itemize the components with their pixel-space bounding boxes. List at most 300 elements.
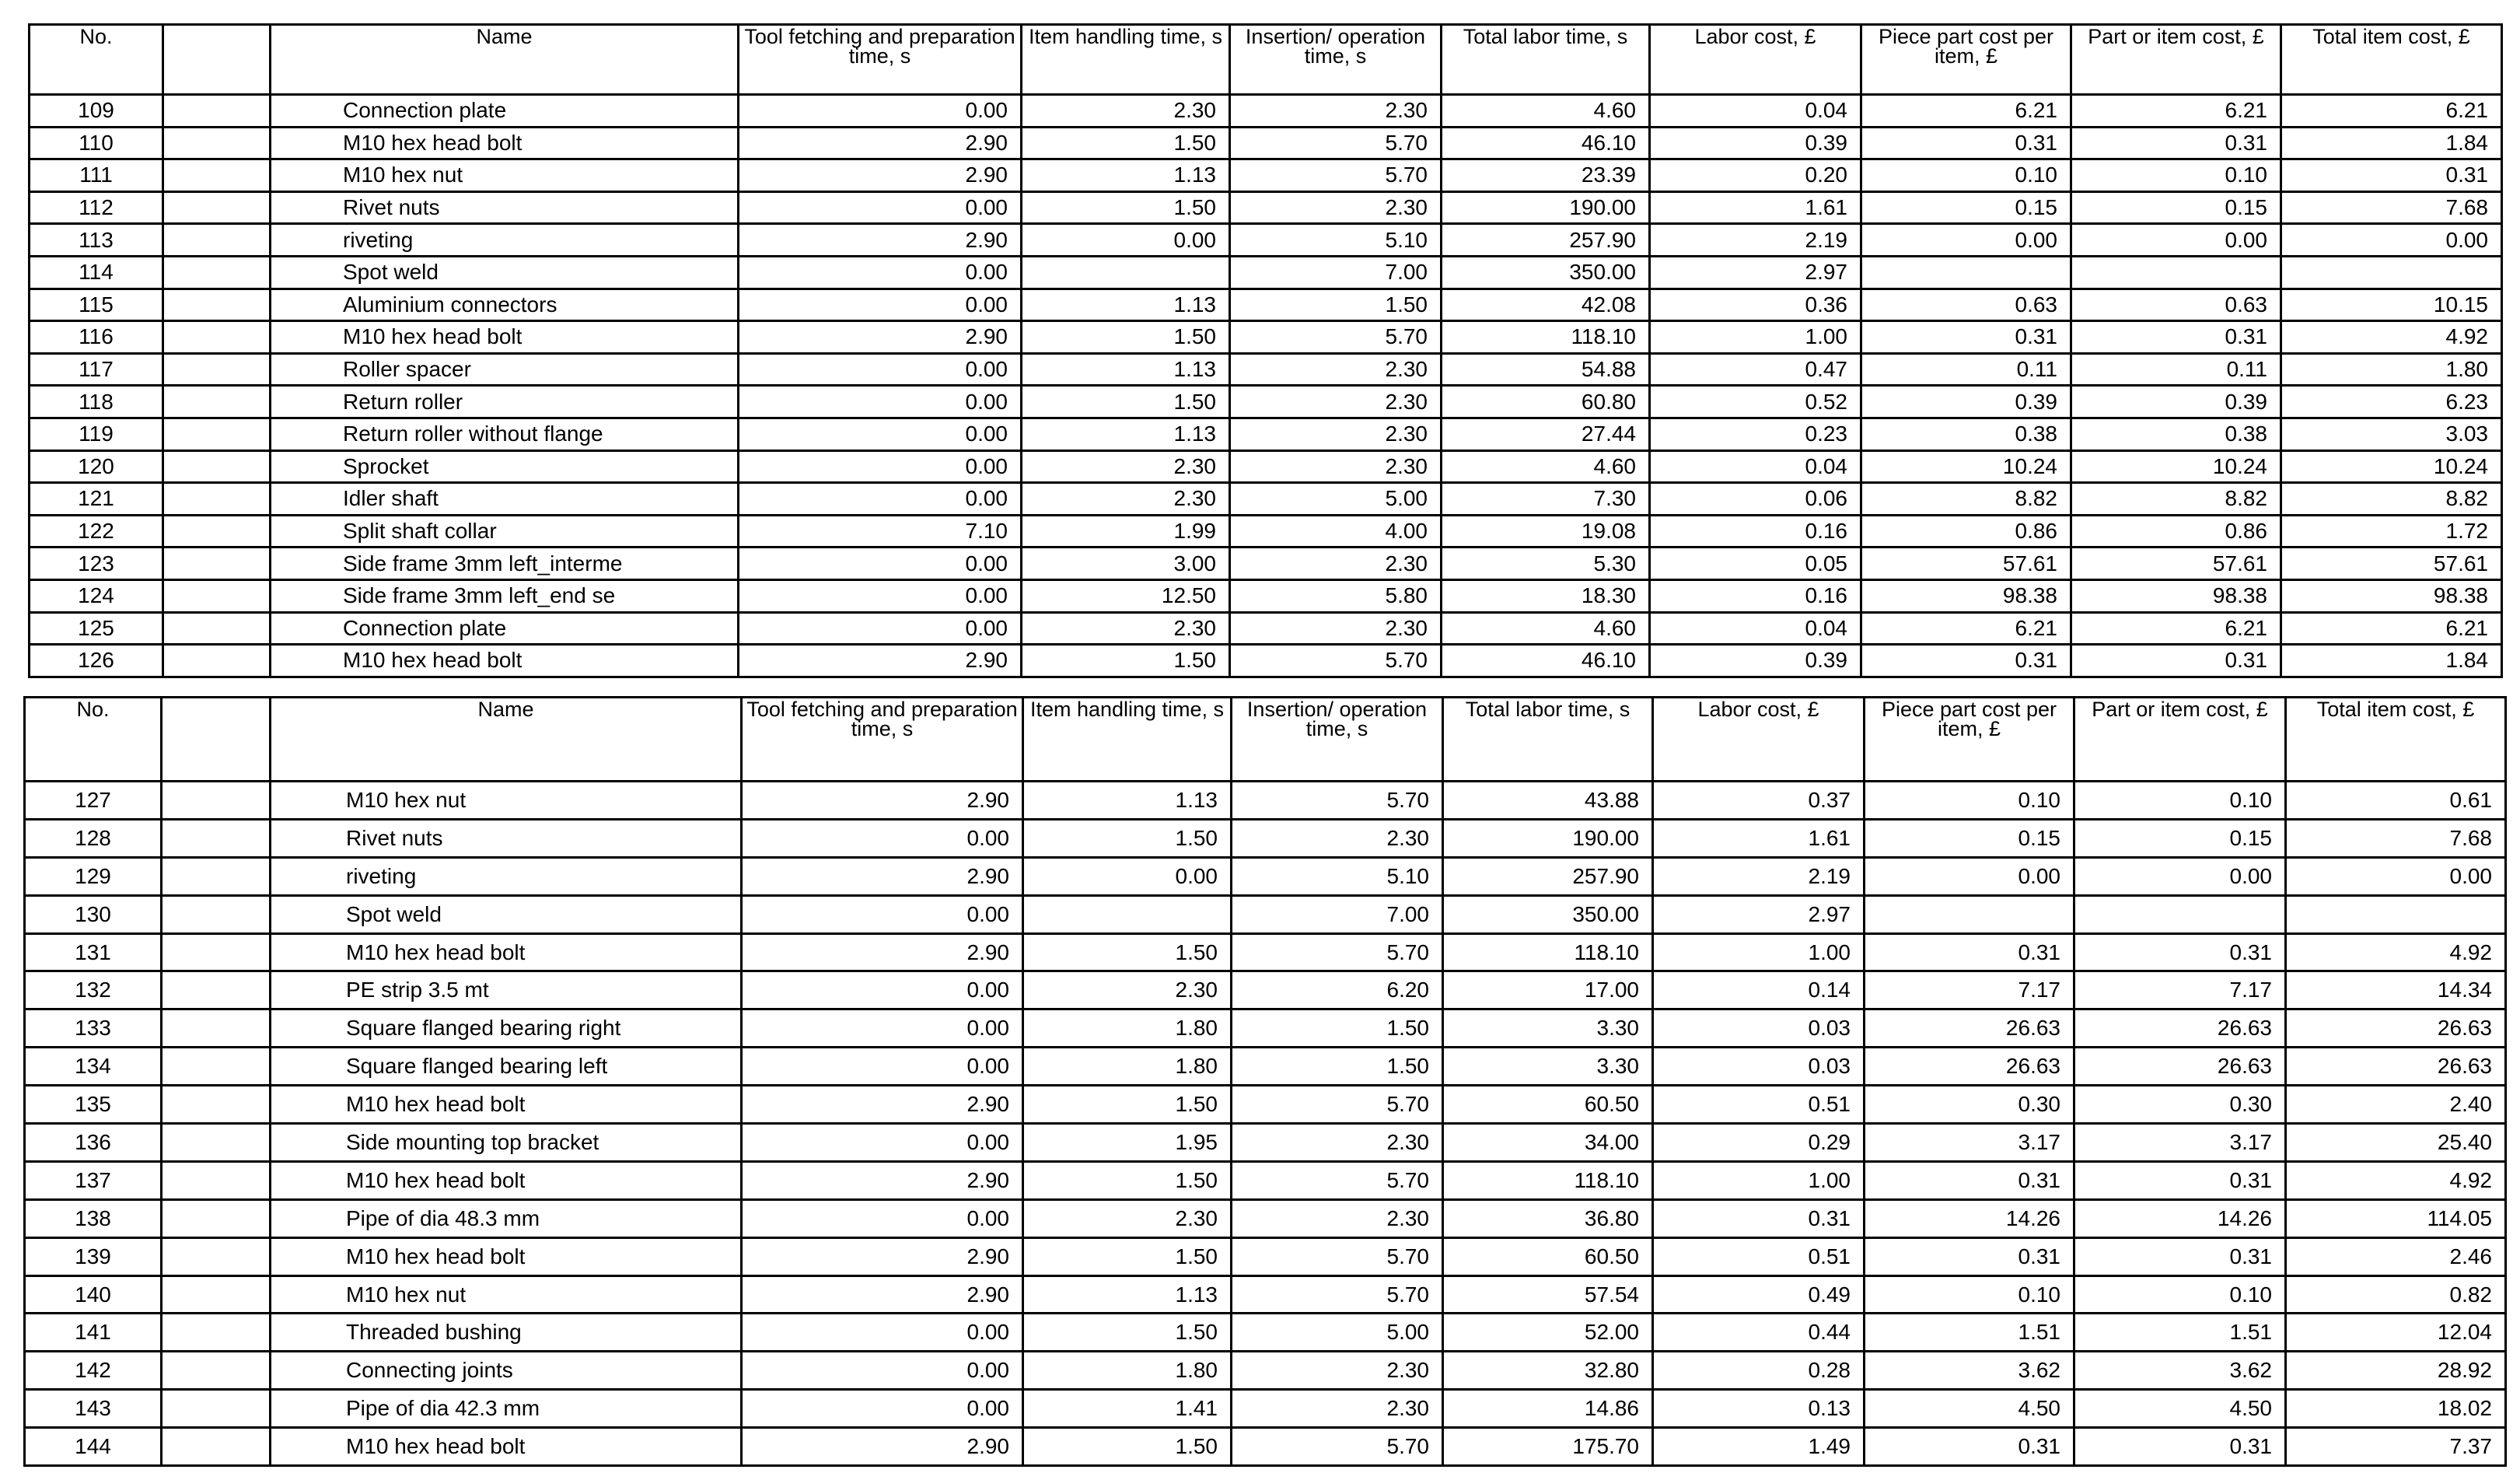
- col-total-labor-cell: 4.60: [1442, 95, 1650, 128]
- col-piece-cost-cell: 0.15: [1861, 191, 2071, 224]
- col-tool-fetching-cell: 2.90: [742, 1275, 1023, 1314]
- col-part-cost-header: Part or item cost, £: [2071, 25, 2281, 95]
- col-tool-fetching-cell: 2.90: [739, 159, 1022, 192]
- col-part-cost-cell: 0.31: [2074, 1237, 2286, 1275]
- col-tool-fetching-cell: 2.90: [739, 224, 1022, 257]
- col-insertion-cell: 2.30: [1230, 612, 1442, 645]
- col-total-labor-cell: 46.10: [1442, 645, 1650, 677]
- col-piece-cost-cell: 0.10: [1861, 159, 2071, 192]
- col-no-cell: 137: [25, 1161, 162, 1199]
- col-insertion-header: Insertion/ operation time, s: [1230, 25, 1442, 95]
- col-total-item-cost-cell: 14.34: [2286, 971, 2506, 1009]
- col-piece-cost-cell: 98.38: [1861, 579, 2071, 612]
- col-blank-cell: [163, 548, 271, 580]
- col-tool-fetching-cell: 0.00: [742, 1124, 1023, 1162]
- col-labor-cost-cell: 0.05: [1650, 548, 1861, 580]
- col-blank-cell: [163, 483, 271, 516]
- col-total-item-cost-cell: 1.80: [2281, 353, 2502, 386]
- table-row: [25, 933, 2506, 971]
- col-item-handling-cell: 2.30: [1023, 1199, 1232, 1237]
- col-blank-cell: [162, 1161, 271, 1199]
- table-row: [25, 1314, 2506, 1352]
- col-name-cell: Connection plate: [271, 612, 739, 645]
- col-insertion-cell: 5.10: [1232, 857, 1443, 895]
- table-row: [25, 1237, 2506, 1275]
- table-body: [30, 95, 2502, 677]
- col-total-item-cost-cell: 6.21: [2281, 612, 2502, 645]
- col-total-labor-header: Total labor time, s: [1442, 25, 1650, 95]
- col-name-cell: Side frame 3mm left_interme: [271, 548, 739, 580]
- col-tool-fetching-cell: 0.00: [742, 819, 1023, 857]
- col-labor-cost-cell: 2.97: [1650, 256, 1861, 289]
- col-total-labor-cell: 42.08: [1442, 289, 1650, 321]
- col-total-item-cost-cell: 0.00: [2286, 857, 2506, 895]
- col-insertion-cell: 5.70: [1230, 127, 1442, 159]
- col-total-labor-cell: 257.90: [1442, 224, 1650, 257]
- col-piece-cost-cell: 0.31: [1861, 645, 2071, 677]
- col-total-labor-cell: 60.50: [1443, 1237, 1653, 1275]
- col-no-cell: 138: [25, 1199, 162, 1237]
- col-blank-cell: [163, 159, 271, 192]
- col-total-labor-cell: 17.00: [1443, 971, 1653, 1009]
- col-tool-fetching-cell: 7.10: [739, 515, 1022, 548]
- col-piece-cost-cell: 26.63: [1865, 1009, 2074, 1048]
- col-labor-cost-cell: 0.47: [1650, 353, 1861, 386]
- col-part-cost-cell: 0.30: [2074, 1086, 2286, 1124]
- col-labor-cost-cell: 0.06: [1650, 483, 1861, 516]
- col-no-cell: 112: [30, 191, 163, 224]
- col-blank-cell: [163, 515, 271, 548]
- col-labor-cost-cell: 0.04: [1650, 612, 1861, 645]
- col-total-item-cost-cell: 2.46: [2286, 1237, 2506, 1275]
- col-tool-fetching-cell: 0.00: [739, 386, 1022, 418]
- col-insertion-cell: 2.30: [1232, 1352, 1443, 1390]
- col-name-cell: riveting: [271, 857, 742, 895]
- col-total-labor-cell: 32.80: [1443, 1352, 1653, 1390]
- col-piece-cost-cell: 0.38: [1861, 418, 2071, 450]
- col-tool-fetching-cell: 0.00: [742, 1199, 1023, 1237]
- col-total-item-cost-cell: 114.05: [2286, 1199, 2506, 1237]
- col-labor-cost-cell: 0.52: [1650, 386, 1861, 418]
- col-tool-fetching-cell: 0.00: [739, 450, 1022, 483]
- col-name-cell: Rivet nuts: [271, 819, 742, 857]
- col-insertion-cell: 1.50: [1232, 1048, 1443, 1086]
- col-blank-cell: [162, 1428, 271, 1466]
- col-no-cell: 132: [25, 971, 162, 1009]
- col-blank-cell: [163, 386, 271, 418]
- col-labor-cost-cell: 1.61: [1653, 819, 1865, 857]
- col-part-cost-cell: 0.10: [2074, 782, 2286, 820]
- col-blank-cell: [162, 1199, 271, 1237]
- col-blank-cell: [162, 1275, 271, 1314]
- col-tool-fetching-cell: 0.00: [742, 1009, 1023, 1048]
- col-tool-fetching-cell: 0.00: [739, 483, 1022, 516]
- col-insertion-cell: 5.80: [1230, 579, 1442, 612]
- col-total-item-cost-cell: 7.37: [2286, 1428, 2506, 1466]
- col-total-labor-cell: 43.88: [1443, 782, 1653, 820]
- col-labor-cost-cell: 0.31: [1653, 1199, 1865, 1237]
- col-total-item-cost-cell: [2281, 256, 2502, 289]
- col-item-handling-cell: 0.00: [1023, 857, 1232, 895]
- col-item-handling-header: Item handling time, s: [1023, 698, 1232, 782]
- col-name-cell: M10 hex head bolt: [271, 645, 739, 677]
- table-row: [25, 819, 2506, 857]
- col-item-handling-cell: 1.80: [1023, 1009, 1232, 1048]
- col-insertion-cell: 2.30: [1230, 548, 1442, 580]
- col-piece-cost-cell: 7.17: [1865, 971, 2074, 1009]
- col-blank-cell: [162, 1352, 271, 1390]
- col-tool-fetching-cell: 0.00: [742, 1352, 1023, 1390]
- col-part-cost-cell: 0.86: [2071, 515, 2281, 548]
- col-tool-fetching-cell: 2.90: [739, 321, 1022, 354]
- col-tool-fetching-cell: 2.90: [742, 1237, 1023, 1275]
- col-name-cell: Square flanged bearing left: [271, 1048, 742, 1086]
- col-piece-cost-cell: 26.63: [1865, 1048, 2074, 1086]
- col-insertion-cell: 2.30: [1230, 418, 1442, 450]
- col-insertion-cell: 5.70: [1230, 321, 1442, 354]
- col-no-cell: 142: [25, 1352, 162, 1390]
- col-name-cell: Square flanged bearing right: [271, 1009, 742, 1048]
- col-insertion-cell: 7.00: [1230, 256, 1442, 289]
- col-insertion-cell: 2.30: [1232, 1124, 1443, 1162]
- col-part-cost-cell: 4.50: [2074, 1390, 2286, 1428]
- col-tool-fetching-cell: 0.00: [739, 418, 1022, 450]
- col-piece-cost-cell: 8.82: [1861, 483, 2071, 516]
- col-insertion-cell: 5.70: [1232, 1428, 1443, 1466]
- col-item-handling-cell: 1.13: [1022, 353, 1230, 386]
- col-labor-cost-cell: 0.37: [1653, 782, 1865, 820]
- col-piece-cost-cell: 14.26: [1865, 1199, 2074, 1237]
- col-piece-cost-cell: 0.00: [1865, 857, 2074, 895]
- col-no-header: No.: [30, 25, 163, 95]
- col-name-cell: Spot weld: [271, 256, 739, 289]
- col-total-item-cost-cell: 26.63: [2286, 1048, 2506, 1086]
- col-name-cell: Idler shaft: [271, 483, 739, 516]
- col-part-cost-cell: 0.10: [2071, 159, 2281, 192]
- table-row: [25, 1048, 2506, 1086]
- col-labor-cost-cell: 0.13: [1653, 1390, 1865, 1428]
- col-piece-cost-cell: 0.86: [1861, 515, 2071, 548]
- col-tool-fetching-cell: 0.00: [739, 612, 1022, 645]
- col-item-handling-cell: 1.50: [1023, 1428, 1232, 1466]
- col-total-labor-cell: 350.00: [1442, 256, 1650, 289]
- col-total-item-cost-cell: 7.68: [2286, 819, 2506, 857]
- col-labor-cost-cell: 0.23: [1650, 418, 1861, 450]
- col-item-handling-cell: 2.30: [1022, 450, 1230, 483]
- col-name-cell: M10 hex head bolt: [271, 1086, 742, 1124]
- table-row: [25, 782, 2506, 820]
- col-blank-cell: [162, 1237, 271, 1275]
- col-labor-cost-cell: 0.03: [1653, 1009, 1865, 1048]
- table-row: [30, 645, 2502, 677]
- table-row: [25, 1161, 2506, 1199]
- table-row: [25, 1086, 2506, 1124]
- col-no-cell: 123: [30, 548, 163, 580]
- col-part-cost-cell: 6.21: [2071, 612, 2281, 645]
- col-labor-cost-header: Labor cost, £: [1650, 25, 1861, 95]
- col-no-cell: 110: [30, 127, 163, 159]
- col-piece-cost-cell: 1.51: [1865, 1314, 2074, 1352]
- col-piece-cost-cell: 0.10: [1865, 782, 2074, 820]
- col-labor-cost-cell: 0.04: [1650, 95, 1861, 128]
- col-no-header: No.: [25, 698, 162, 782]
- col-insertion-cell: 5.70: [1230, 645, 1442, 677]
- col-total-item-cost-cell: 2.40: [2286, 1086, 2506, 1124]
- col-labor-cost-cell: 0.28: [1653, 1352, 1865, 1390]
- col-item-handling-cell: 1.50: [1022, 321, 1230, 354]
- table-row: [25, 1428, 2506, 1466]
- col-total-labor-cell: 118.10: [1443, 933, 1653, 971]
- col-name-cell: Threaded bushing: [271, 1314, 742, 1352]
- col-total-item-cost-cell: 6.23: [2281, 386, 2502, 418]
- col-name-cell: Pipe of dia 48.3 mm: [271, 1199, 742, 1237]
- col-blank-cell: [163, 612, 271, 645]
- col-insertion-cell: 2.30: [1230, 95, 1442, 128]
- col-no-cell: 119: [30, 418, 163, 450]
- col-insertion-cell: 2.30: [1232, 819, 1443, 857]
- col-piece-cost-cell: 0.31: [1865, 1428, 2074, 1466]
- col-name-cell: M10 hex head bolt: [271, 1161, 742, 1199]
- col-piece-cost-cell: 0.00: [1861, 224, 2071, 257]
- col-tool-fetching-cell: 2.90: [739, 645, 1022, 677]
- header-row: [30, 25, 2502, 95]
- col-part-cost-cell: 98.38: [2071, 579, 2281, 612]
- col-no-cell: 125: [30, 612, 163, 645]
- col-name-cell: Side frame 3mm left_end se: [271, 579, 739, 612]
- col-piece-cost-cell: 6.21: [1861, 612, 2071, 645]
- col-tool-fetching-cell: 2.90: [739, 127, 1022, 159]
- col-name-cell: riveting: [271, 224, 739, 257]
- col-piece-cost-cell: 0.15: [1865, 819, 2074, 857]
- col-part-cost-cell: 3.17: [2074, 1124, 2286, 1162]
- col-total-item-cost-cell: 28.92: [2286, 1352, 2506, 1390]
- col-insertion-cell: 5.00: [1230, 483, 1442, 516]
- col-labor-cost-cell: 0.29: [1653, 1124, 1865, 1162]
- col-total-item-cost-cell: 10.15: [2281, 289, 2502, 321]
- col-blank-cell: [163, 95, 271, 128]
- col-total-labor-cell: 350.00: [1443, 895, 1653, 933]
- table-row: [25, 895, 2506, 933]
- col-no-cell: 122: [30, 515, 163, 548]
- col-part-cost-cell: 0.31: [2071, 321, 2281, 354]
- col-total-labor-cell: 54.88: [1442, 353, 1650, 386]
- col-total-labor-cell: 4.60: [1442, 612, 1650, 645]
- col-part-cost-cell: 6.21: [2071, 95, 2281, 128]
- col-labor-cost-cell: 0.39: [1650, 127, 1861, 159]
- table-row: [25, 1124, 2506, 1162]
- col-name-cell: Roller spacer: [271, 353, 739, 386]
- col-piece-cost-cell: 4.50: [1865, 1390, 2074, 1428]
- col-part-cost-cell: 0.38: [2071, 418, 2281, 450]
- col-labor-cost-cell: 1.61: [1650, 191, 1861, 224]
- col-item-handling-cell: 1.50: [1022, 386, 1230, 418]
- col-total-labor-cell: 34.00: [1443, 1124, 1653, 1162]
- col-part-cost-cell: 0.00: [2071, 224, 2281, 257]
- col-name-cell: Rivet nuts: [271, 191, 739, 224]
- col-tool-fetching-cell: 0.00: [739, 353, 1022, 386]
- col-item-handling-cell: 1.41: [1023, 1390, 1232, 1428]
- col-tool-fetching-cell: 0.00: [742, 895, 1023, 933]
- col-blank-cell: [163, 256, 271, 289]
- col-name-cell: Connecting joints: [271, 1352, 742, 1390]
- col-total-item-cost-cell: 25.40: [2286, 1124, 2506, 1162]
- col-no-cell: 120: [30, 450, 163, 483]
- col-piece-cost-cell: 0.39: [1861, 386, 2071, 418]
- col-tool-fetching-cell: 0.00: [739, 548, 1022, 580]
- col-part-cost-cell: 0.15: [2071, 191, 2281, 224]
- col-labor-cost-cell: 2.19: [1653, 857, 1865, 895]
- col-name-cell: M10 hex head bolt: [271, 321, 739, 354]
- col-total-item-cost-header: Total item cost, £: [2281, 25, 2502, 95]
- col-tool-fetching-cell: 0.00: [742, 1048, 1023, 1086]
- col-total-labor-cell: 46.10: [1442, 127, 1650, 159]
- col-blank-cell: [163, 353, 271, 386]
- col-blank-cell: [162, 895, 271, 933]
- col-item-handling-cell: [1023, 895, 1232, 933]
- col-total-labor-cell: 5.30: [1442, 548, 1650, 580]
- col-total-item-cost-cell: [2286, 895, 2506, 933]
- col-tool-fetching-header: Tool fetching and preparation time, s: [742, 698, 1023, 782]
- col-item-handling-cell: 1.50: [1022, 645, 1230, 677]
- col-part-cost-cell: 26.63: [2074, 1048, 2286, 1086]
- col-blank-cell: [163, 645, 271, 677]
- col-tool-fetching-cell: 2.90: [742, 1086, 1023, 1124]
- col-part-cost-cell: 0.31: [2074, 1428, 2286, 1466]
- col-item-handling-cell: 2.30: [1022, 95, 1230, 128]
- col-part-cost-cell: 0.10: [2074, 1275, 2286, 1314]
- col-total-item-cost-cell: 6.21: [2281, 95, 2502, 128]
- col-name-cell: Sprocket: [271, 450, 739, 483]
- col-total-item-cost-cell: 4.92: [2286, 1161, 2506, 1199]
- col-item-handling-cell: 1.50: [1023, 1161, 1232, 1199]
- col-part-cost-cell: [2071, 256, 2281, 289]
- col-labor-cost-cell: 0.51: [1653, 1237, 1865, 1275]
- col-insertion-cell: 5.70: [1232, 933, 1443, 971]
- col-no-cell: 114: [30, 256, 163, 289]
- col-piece-cost-cell: 0.30: [1865, 1086, 2074, 1124]
- col-blank-cell: [162, 1009, 271, 1048]
- col-item-handling-cell: 1.80: [1023, 1352, 1232, 1390]
- table-body: [25, 782, 2506, 1466]
- col-total-labor-cell: 3.30: [1443, 1009, 1653, 1048]
- table-row: [25, 1390, 2506, 1428]
- col-tool-fetching-cell: 0.00: [739, 256, 1022, 289]
- table-row: [30, 289, 2502, 321]
- col-item-handling-cell: 2.30: [1023, 971, 1232, 1009]
- col-piece-cost-cell: 0.31: [1865, 933, 2074, 971]
- col-insertion-cell: 2.30: [1230, 353, 1442, 386]
- col-name-cell: M10 hex head bolt: [271, 127, 739, 159]
- col-insertion-cell: 6.20: [1232, 971, 1443, 1009]
- col-item-handling-cell: 1.50: [1023, 933, 1232, 971]
- col-insertion-cell: 2.30: [1232, 1390, 1443, 1428]
- col-insertion-cell: 5.70: [1232, 1237, 1443, 1275]
- table-row: [30, 224, 2502, 257]
- col-tool-fetching-cell: 2.90: [742, 782, 1023, 820]
- col-name-cell: M10 hex head bolt: [271, 933, 742, 971]
- table-row: [30, 483, 2502, 516]
- col-name-cell: M10 hex head bolt: [271, 1428, 742, 1466]
- col-no-cell: 116: [30, 321, 163, 354]
- col-total-item-cost-cell: 1.72: [2281, 515, 2502, 548]
- table-row: [30, 450, 2502, 483]
- col-total-item-cost-cell: 1.84: [2281, 645, 2502, 677]
- col-blank-cell: [163, 321, 271, 354]
- col-total-labor-cell: 175.70: [1443, 1428, 1653, 1466]
- col-tool-fetching-cell: 0.00: [739, 289, 1022, 321]
- col-insertion-cell: 1.50: [1232, 1009, 1443, 1048]
- table-row: [30, 548, 2502, 580]
- col-piece-cost-header: Piece part cost per item, £: [1861, 25, 2071, 95]
- col-no-cell: 121: [30, 483, 163, 516]
- table-row: [30, 386, 2502, 418]
- col-total-item-cost-cell: 3.03: [2281, 418, 2502, 450]
- col-total-labor-cell: 3.30: [1443, 1048, 1653, 1086]
- col-name-cell: Aluminium connectors: [271, 289, 739, 321]
- col-item-handling-cell: 3.00: [1022, 548, 1230, 580]
- col-blank-cell: [162, 971, 271, 1009]
- col-name-cell: Side mounting top bracket: [271, 1124, 742, 1162]
- col-total-item-cost-cell: 98.38: [2281, 579, 2502, 612]
- col-part-cost-cell: 57.61: [2071, 548, 2281, 580]
- col-name-cell: M10 hex nut: [271, 782, 742, 820]
- col-total-labor-cell: 19.08: [1442, 515, 1650, 548]
- col-no-cell: 136: [25, 1124, 162, 1162]
- col-insertion-cell: 4.00: [1230, 515, 1442, 548]
- col-total-item-cost-cell: 8.82: [2281, 483, 2502, 516]
- col-blank-cell: [162, 1124, 271, 1162]
- col-part-cost-cell: 0.63: [2071, 289, 2281, 321]
- table-row: [25, 1352, 2506, 1390]
- col-item-handling-cell: 1.50: [1023, 1314, 1232, 1352]
- col-tool-fetching-cell: 2.90: [742, 1428, 1023, 1466]
- col-item-handling-cell: 1.50: [1022, 191, 1230, 224]
- col-name-cell: Connection plate: [271, 95, 739, 128]
- col-tool-fetching-cell: 0.00: [739, 95, 1022, 128]
- col-no-cell: 133: [25, 1009, 162, 1048]
- col-part-cost-header: Part or item cost, £: [2074, 698, 2286, 782]
- col-no-cell: 140: [25, 1275, 162, 1314]
- cost-table-2: [23, 696, 2507, 1467]
- col-part-cost-cell: 0.31: [2071, 127, 2281, 159]
- table-row: [30, 321, 2502, 354]
- col-blank-cell: [163, 289, 271, 321]
- col-labor-cost-cell: 2.19: [1650, 224, 1861, 257]
- col-part-cost-cell: 0.11: [2071, 353, 2281, 386]
- col-item-handling-cell: 1.99: [1022, 515, 1230, 548]
- col-piece-cost-cell: 3.17: [1865, 1124, 2074, 1162]
- col-part-cost-cell: 26.63: [2074, 1009, 2286, 1048]
- col-insertion-cell: 5.70: [1232, 1161, 1443, 1199]
- col-blank-cell: [163, 418, 271, 450]
- col-no-cell: 124: [30, 579, 163, 612]
- col-part-cost-cell: 0.31: [2071, 645, 2281, 677]
- col-part-cost-cell: 0.39: [2071, 386, 2281, 418]
- col-no-cell: 144: [25, 1428, 162, 1466]
- table-row: [30, 127, 2502, 159]
- col-no-cell: 131: [25, 933, 162, 971]
- col-item-handling-cell: 1.13: [1022, 289, 1230, 321]
- col-piece-cost-cell: 10.24: [1861, 450, 2071, 483]
- col-piece-cost-cell: [1865, 895, 2074, 933]
- table-row: [25, 1009, 2506, 1048]
- col-item-handling-cell: 1.50: [1022, 127, 1230, 159]
- col-item-handling-cell: 1.13: [1022, 159, 1230, 192]
- col-piece-cost-cell: 3.62: [1865, 1352, 2074, 1390]
- col-item-handling-cell: 1.50: [1023, 1086, 1232, 1124]
- col-insertion-cell: 2.30: [1230, 386, 1442, 418]
- col-piece-cost-cell: 0.31: [1861, 127, 2071, 159]
